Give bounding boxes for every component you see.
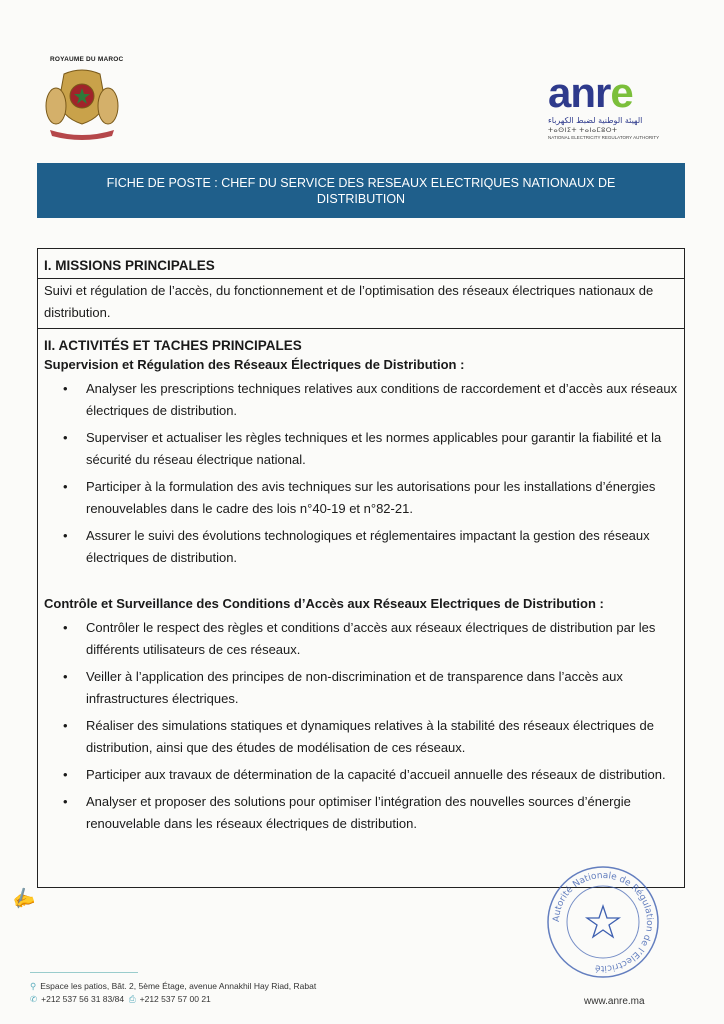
section-heading-missions: I. MISSIONS PRINCIPALES — [38, 249, 684, 279]
section-body-missions: Suivi et régulation de l’accès, du fonctionnement et de l’optimisation des réseaux électriques nationaux de distribution. — [38, 279, 684, 329]
footer-address: Espace les patios, Bât. 2, 5ème Étage, avenue Annakhil Hay Riad, Rabat — [40, 981, 317, 991]
bullet-icon: • — [63, 669, 68, 684]
footer-divider — [30, 972, 138, 973]
location-icon: ⚲ — [30, 981, 37, 991]
list-item: • Analyser et proposer des solutions pour optimiser l’intégration des nouvelles sources d’énergie renouvelable dans les réseaux électriques de distribution. — [86, 791, 678, 835]
bullet-icon: • — [63, 479, 68, 494]
bullet-icon: • — [63, 430, 68, 445]
bullet-icon: • — [63, 794, 68, 809]
coat-of-arms-icon — [42, 66, 122, 142]
section-heading-activities: II. ACTIVITÉS ET TACHES PRINCIPALES — [44, 338, 302, 353]
bullet-icon: • — [63, 528, 68, 543]
logo-word: anr — [548, 69, 611, 116]
logo-arabic: الهيئة الوطنية لضبط الكهرباء — [548, 116, 643, 125]
svg-text:Autorité Nationale de Régulati: Autorité Nationale de Régulation de l’Electricité — [551, 870, 655, 974]
content-frame — [37, 248, 685, 888]
phone-icon: ✆ — [30, 994, 38, 1004]
list-item: • Assurer le suivi des évolutions technologiques et réglementaires impactant la gestion des réseaux électriques de distribution. — [86, 525, 678, 569]
bullet-icon: • — [63, 381, 68, 396]
logo-english: NATIONAL ELECTRICITY REGULATORY AUTHORITY — [548, 135, 660, 140]
list-item: • Analyser les prescriptions techniques relatives aux conditions de raccordement et d’accès aux réseaux électriques de distribution. — [86, 378, 678, 422]
bullet-icon: • — [63, 718, 68, 733]
footer-fax: +212 537 57 00 21 — [139, 994, 211, 1004]
list-item: • Réaliser des simulations statiques et dynamiques relatives à la stabilité des réseaux électriques de distribution, ainsi que des études de modélisation de ces réseaux. — [86, 715, 678, 759]
bullet-icon: • — [63, 620, 68, 635]
kingdom-label: ROYAUME DU MAROC — [50, 56, 124, 63]
page-title: FICHE DE POSTE : CHEF DU SERVICE DES RESEAUX ELECTRIQUES NATIONAUX DE DISTRIBUTION — [37, 163, 685, 218]
list-item: • Superviser et actualiser les règles techniques et les normes applicables pour garantir la fiabilité et la sécurité du réseau électrique national. — [86, 427, 678, 471]
footer-phone: +212 537 56 31 83/84 — [41, 994, 125, 1004]
subsection-heading-supervision: Supervision et Régulation des Réseaux Électriques de Distribution : — [44, 357, 465, 372]
logo-tifinagh: ⵜⴰⵙⵏⵉⵜ ⵜⴰⵏⴰⵎⵓⵔⵜ — [548, 127, 618, 134]
list-item: • Participer aux travaux de détermination de la capacité d’accueil annuelle des réseaux de distribution. — [86, 764, 678, 786]
signature-mark: ✍ — [9, 884, 38, 913]
fax-icon: ⎙ — [128, 994, 136, 1004]
supervision-list — [38, 378, 684, 569]
list-item: • Veiller à l’application des principes de non-discrimination et de transparence dans l’accès aux infrastructures électriques. — [86, 666, 678, 710]
logo-word-e: e — [610, 69, 633, 116]
list-item: • Contrôler le respect des règles et conditions d’accès aux réseaux électriques de distribution par les différents utilisateurs de ces réseaux. — [86, 617, 678, 661]
anre-logo — [548, 69, 688, 140]
control-list — [38, 617, 684, 835]
official-stamp-icon — [543, 862, 663, 982]
bullet-icon: • — [63, 767, 68, 782]
list-item: • Participer à la formulation des avis techniques sur les autorisations pour les installations d’énergies renouvelables dans le cadre des lois n°40-19 et n°82-21. — [86, 476, 678, 520]
subsection-heading-control: Contrôle et Surveillance des Conditions d’Accès aux Réseaux Electriques de Distribution : — [44, 596, 604, 611]
footer-contact — [30, 980, 316, 1006]
footer-website[interactable]: www.anre.ma — [584, 996, 645, 1007]
